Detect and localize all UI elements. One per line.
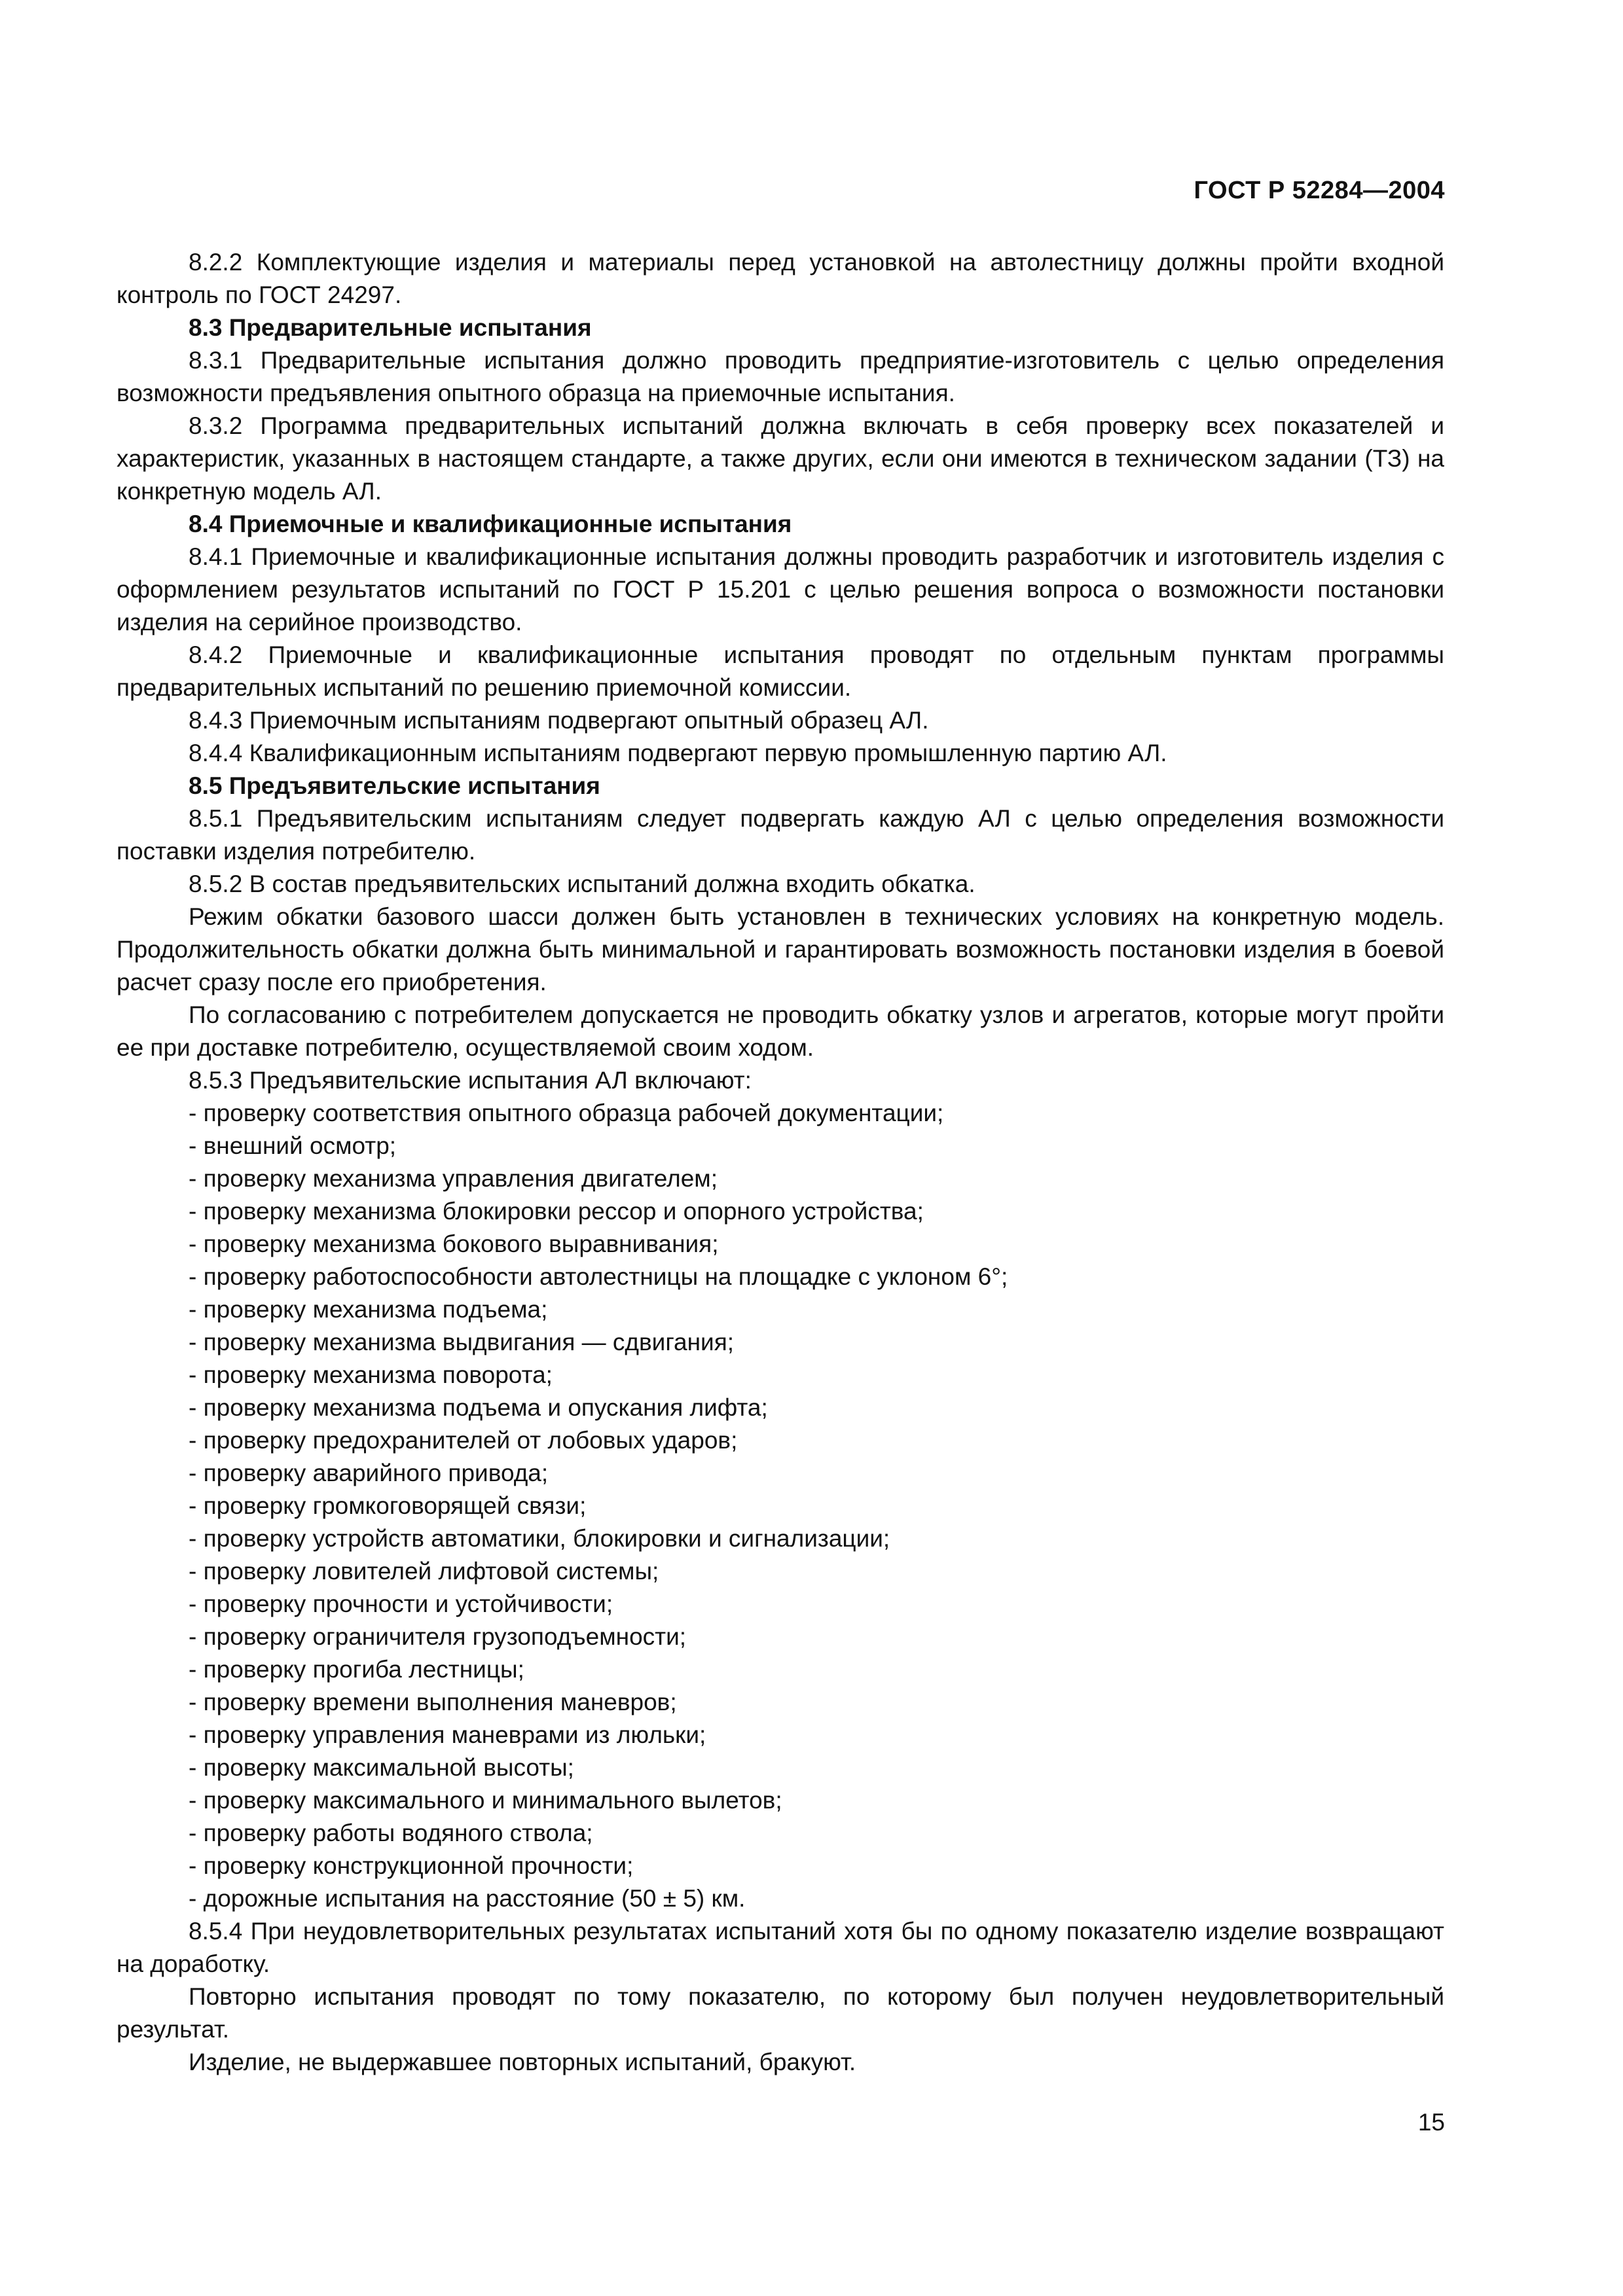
- document-header: ГОСТ Р 52284—2004: [1194, 177, 1445, 204]
- section-heading-8-4: 8.4 Приемочные и квалификационные испытания: [189, 511, 792, 537]
- paragraph-8-3-1: 8.3.1 Предварительные испытания должно проводить предприятие-изготовитель с целью определения возможности предъявления опытного образца на приемочные испытания.: [117, 347, 1444, 406]
- paragraph-8-4-1: 8.4.1 Приемочные и квалификационные испытания должны проводить разработчик и изготовитель изделия с оформлением результатов испытаний по ГОСТ Р 15.201 с целью решения вопроса о возможности постановки изделия на серийное производство.: [117, 543, 1444, 636]
- list-item: - проверку механизма подъема и опускания лифта;: [189, 1394, 768, 1421]
- section-heading-8-5: 8.5 Предъявительские испытания: [189, 772, 600, 799]
- list-item: - проверку прогиба лестницы;: [189, 1656, 524, 1683]
- list-item: - проверку механизма подъема;: [189, 1296, 548, 1323]
- list-item: - внешний осмотр;: [189, 1132, 397, 1159]
- list-item: - проверку ловителей лифтовой системы;: [189, 1558, 659, 1585]
- list-item: - проверку механизма выдвигания — сдвигания;: [189, 1329, 735, 1355]
- list-item: - проверку соответствия опытного образца рабочей документации;: [189, 1100, 944, 1126]
- list-item: - проверку механизма бокового выравнивания;: [189, 1230, 719, 1257]
- section-heading-8-3: 8.3 Предварительные испытания: [189, 314, 592, 341]
- list-item: - проверку максимального и минимального вылетов;: [189, 1787, 782, 1814]
- paragraph-8-5-1: 8.5.1 Предъявительским испытаниям следует подвергать каждую АЛ с целью определения возможности поставки изделия потребителю.: [117, 805, 1444, 865]
- paragraph-8-4-4: 8.4.4 Квалификационным испытаниям подвергают первую промышленную партию АЛ.: [189, 740, 1167, 766]
- page-number: 15: [1417, 2109, 1445, 2136]
- list-item: - проверку механизма управления двигателем;: [189, 1165, 718, 1192]
- list-item: - проверку устройств автоматики, блокировки и сигнализации;: [189, 1525, 890, 1552]
- paragraph-8-5-3: 8.5.3 Предъявительские испытания АЛ включают:: [189, 1067, 752, 1094]
- paragraph-8-3-2: 8.3.2 Программа предварительных испытаний должна включать в себя проверку всех показателей и характеристик, указанных в настоящем стандарте, а также других, если они имеются в техническом задании (ТЗ) на конкретную модель АЛ.: [117, 412, 1444, 505]
- list-item: - проверку работоспособности автолестницы на площадке с уклоном 6°;: [189, 1263, 1008, 1290]
- paragraph-8-4-2: 8.4.2 Приемочные и квалификационные испытания проводят по отдельным пунктам программы предварительных испытаний по решению приемочной комиссии.: [117, 641, 1444, 701]
- list-item: - проверку громкоговорящей связи;: [189, 1492, 587, 1519]
- list-item: - проверку максимальной высоты;: [189, 1754, 574, 1781]
- paragraph-retest: Повторно испытания проводят по тому показателю, по которому был получен неудовлетворительный результат.: [117, 1983, 1444, 2043]
- paragraph-8-5-4: 8.5.4 При неудовлетворительных результатах испытаний хотя бы по одному показателю изделие возвращают на доработку.: [117, 1918, 1444, 1977]
- list-item: - проверку механизма блокировки рессор и опорного устройства;: [189, 1198, 924, 1225]
- list-item: - проверку работы водяного ствола;: [189, 1820, 593, 1846]
- document-body: [117, 246, 1444, 2079]
- paragraph-8-5-2: 8.5.2 В состав предъявительских испытаний должна входить обкатка.: [189, 870, 976, 897]
- list-item: - проверку ограничителя грузоподъемности;: [189, 1623, 687, 1650]
- list-item: - проверку времени выполнения маневров;: [189, 1689, 677, 1715]
- list-item: - проверку управления маневрами из люльки;: [189, 1721, 706, 1748]
- paragraph-8-2-2: 8.2.2 Комплектующие изделия и материалы перед установкой на автолестницу должны пройти входной контроль по ГОСТ 24297.: [117, 249, 1444, 308]
- paragraph-8-4-3: 8.4.3 Приемочным испытаниям подвергают опытный образец АЛ.: [189, 707, 929, 734]
- paragraph-break-in-mode: Режим обкатки базового шасси должен быть установлен в технических условиях на конкретную модель. Продолжительность обкатки должна быть минимальной и гарантировать возможность постановки изделия в боевой расчет сразу после его приобретения.: [117, 903, 1444, 996]
- paragraph-consumer-agreement: По согласованию с потребителем допускается не проводить обкатку узлов и агрегатов, которые могут пройти ее при доставке потребителю, осуществляемой своим ходом.: [117, 1001, 1444, 1061]
- list-item: - дорожные испытания на расстояние (50 ± 5) км.: [189, 1885, 746, 1912]
- list-item: - проверку конструкционной прочности;: [189, 1852, 634, 1879]
- test-checks-list: [117, 1097, 1444, 1915]
- list-item: - проверку прочности и устойчивости;: [189, 1590, 613, 1617]
- list-item: - проверку аварийного привода;: [189, 1460, 549, 1486]
- list-item: - проверку предохранителей от лобовых ударов;: [189, 1427, 738, 1454]
- paragraph-reject: Изделие, не выдержавшее повторных испытаний, бракуют.: [189, 2049, 856, 2075]
- list-item: - проверку механизма поворота;: [189, 1361, 553, 1388]
